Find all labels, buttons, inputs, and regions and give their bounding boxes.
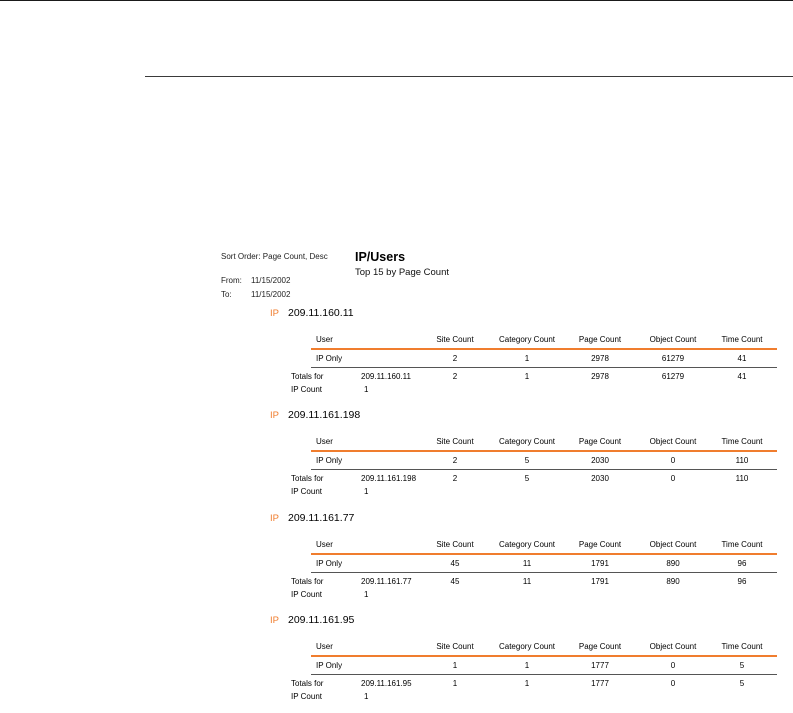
data-cell: 5 bbox=[739, 661, 745, 670]
data-cell: IP Only bbox=[316, 559, 343, 568]
column-header: User bbox=[316, 540, 333, 549]
totals-cell: 110 bbox=[735, 474, 749, 483]
group-label-ip: IP bbox=[270, 513, 279, 524]
column-header: Time Count bbox=[721, 642, 763, 651]
data-cell: 1 bbox=[452, 661, 458, 670]
column-header: Time Count bbox=[721, 335, 763, 344]
totals-cell: 0 bbox=[670, 679, 676, 688]
totals-cell: 61279 bbox=[661, 372, 685, 381]
column-header: Category Count bbox=[498, 540, 556, 549]
totals-label: Totals for bbox=[291, 577, 324, 586]
report-title: IP/Users bbox=[355, 250, 406, 264]
column-header: Object Count bbox=[649, 642, 697, 651]
row-divider bbox=[311, 367, 777, 368]
data-cell: 1 bbox=[524, 661, 530, 670]
data-cell: 2030 bbox=[591, 456, 609, 465]
report-subtitle: Top 15 by Page Count bbox=[355, 267, 450, 278]
column-header: Page Count bbox=[578, 437, 622, 446]
totals-cell: 11 bbox=[522, 577, 532, 586]
group-ip-address: 209.11.161.198 bbox=[288, 409, 361, 421]
data-cell: 2978 bbox=[591, 354, 609, 363]
data-cell: 1777 bbox=[591, 661, 609, 670]
totals-cell: 0 bbox=[670, 474, 676, 483]
ip-count-label: IP Count bbox=[291, 385, 322, 394]
totals-cell: 2978 bbox=[591, 372, 609, 381]
ip-count-label: IP Count bbox=[291, 692, 322, 701]
data-cell: 0 bbox=[670, 456, 676, 465]
totals-ip: 209.11.160.11 bbox=[361, 372, 411, 381]
group-label-ip: IP bbox=[270, 615, 279, 626]
row-divider bbox=[311, 469, 777, 470]
column-header: Category Count bbox=[498, 335, 556, 344]
data-cell: 1791 bbox=[591, 559, 609, 568]
sort-order: Sort Order: Page Count, Desc bbox=[221, 252, 328, 261]
ip-count-label: IP Count bbox=[291, 590, 322, 599]
row-divider bbox=[311, 572, 777, 573]
column-header: Page Count bbox=[578, 335, 622, 344]
ip-count-value: 1 bbox=[364, 487, 369, 496]
column-header: Object Count bbox=[649, 437, 697, 446]
totals-ip: 209.11.161.95 bbox=[361, 679, 412, 688]
totals-cell: 5 bbox=[739, 679, 745, 688]
totals-cell: 1 bbox=[524, 679, 530, 688]
totals-cell: 1791 bbox=[591, 577, 609, 586]
header-underline bbox=[311, 655, 777, 657]
data-cell: 61279 bbox=[661, 354, 685, 363]
column-header: Object Count bbox=[649, 335, 697, 344]
column-header: Time Count bbox=[721, 437, 763, 446]
group-ip-address: 209.11.161.95 bbox=[288, 614, 355, 626]
column-header: User bbox=[316, 642, 333, 651]
data-cell: 96 bbox=[737, 559, 747, 568]
data-cell: 41 bbox=[737, 354, 747, 363]
totals-ip: 209.11.161.77 bbox=[361, 577, 412, 586]
column-header: Category Count bbox=[498, 437, 556, 446]
totals-label: Totals for bbox=[291, 474, 324, 483]
ip-count-value: 1 bbox=[364, 692, 369, 701]
column-header: User bbox=[316, 437, 333, 446]
data-cell: 11 bbox=[522, 559, 532, 568]
to-label: To: bbox=[221, 290, 232, 299]
totals-label: Totals for bbox=[291, 372, 324, 381]
group-ip-address: 209.11.160.11 bbox=[288, 307, 354, 319]
column-header: Site Count bbox=[436, 335, 474, 344]
totals-cell: 5 bbox=[524, 474, 530, 483]
data-cell: 0 bbox=[670, 661, 676, 670]
data-cell: 110 bbox=[735, 456, 749, 465]
totals-cell: 45 bbox=[450, 577, 460, 586]
totals-cell: 1777 bbox=[591, 679, 609, 688]
group-ip-address: 209.11.161.77 bbox=[288, 512, 355, 524]
column-header: Page Count bbox=[578, 642, 622, 651]
ip-count-label: IP Count bbox=[291, 487, 322, 496]
data-cell: 2 bbox=[452, 354, 458, 363]
ip-count-value: 1 bbox=[364, 385, 369, 394]
column-header: Site Count bbox=[436, 437, 474, 446]
totals-cell: 890 bbox=[666, 577, 680, 586]
header-underline bbox=[311, 553, 777, 555]
data-cell: 2 bbox=[452, 456, 458, 465]
group-label-ip: IP bbox=[270, 410, 279, 421]
column-header: Object Count bbox=[649, 540, 697, 549]
data-cell: 890 bbox=[666, 559, 680, 568]
totals-cell: 1 bbox=[452, 679, 458, 688]
data-cell: 1 bbox=[524, 354, 530, 363]
data-cell: IP Only bbox=[316, 354, 343, 363]
data-cell: 45 bbox=[450, 559, 460, 568]
totals-cell: 1 bbox=[524, 372, 530, 381]
totals-ip: 209.11.161.198 bbox=[361, 474, 417, 483]
column-header: Site Count bbox=[436, 642, 474, 651]
header-underline bbox=[311, 348, 777, 350]
ip-count-value: 1 bbox=[364, 590, 369, 599]
data-cell: IP Only bbox=[316, 456, 343, 465]
from-date: 11/15/2002 bbox=[251, 276, 291, 285]
row-divider bbox=[311, 674, 777, 675]
column-header: Category Count bbox=[498, 642, 556, 651]
column-header: User bbox=[316, 335, 333, 344]
header-underline bbox=[311, 450, 777, 452]
totals-cell: 2 bbox=[452, 474, 458, 483]
totals-cell: 2 bbox=[452, 372, 458, 381]
totals-label: Totals for bbox=[291, 679, 324, 688]
totals-cell: 41 bbox=[737, 372, 747, 381]
group-label-ip: IP bbox=[270, 308, 279, 319]
data-cell: 5 bbox=[524, 456, 530, 465]
from-label: From: bbox=[221, 276, 242, 285]
column-header: Page Count bbox=[578, 540, 622, 549]
column-header: Time Count bbox=[721, 540, 763, 549]
totals-cell: 2030 bbox=[591, 474, 609, 483]
to-date: 11/15/2002 bbox=[251, 290, 291, 299]
data-cell: IP Only bbox=[316, 661, 343, 670]
totals-cell: 96 bbox=[737, 577, 747, 586]
column-header: Site Count bbox=[436, 540, 474, 549]
